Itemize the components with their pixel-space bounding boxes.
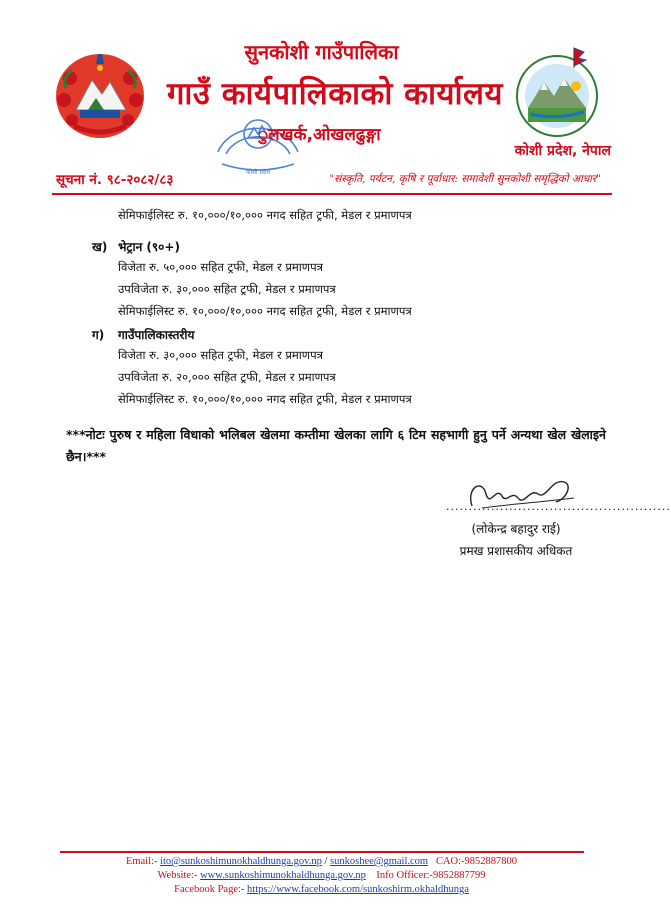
email-label: Email:- xyxy=(125,856,158,867)
email-link-secondary[interactable]: sunkoshee@gmail.com xyxy=(330,856,429,867)
prize-line: सेमिफाईलिस्ट रु. १०,०००/१०,००० नगद सहित ट्रफी, मेडल र प्रमाणपत्र xyxy=(118,208,412,222)
cao-phone: CAO:-9852887800 xyxy=(435,856,518,867)
prize-line: उपविजेता रु. २०,००० सहित ट्रफी, मेडल र प्रमाणपत्र xyxy=(118,370,336,384)
footer-website-row xyxy=(0,869,643,883)
office-name: गाउँ कार्यपालिकाको कार्यालय xyxy=(166,76,504,112)
prize-line: विजेता रु. ५०,००० सहित ट्रफी, मेडल र प्रमाणपत्र xyxy=(118,260,323,274)
prize-line: उपविजेता रु. ३०,००० सहित ट्रफी, मेडल र प्रमाणपत्र xyxy=(118,282,336,296)
footer-divider xyxy=(60,851,584,853)
signatory-title: प्रमख प्रशासकीय अधिकत xyxy=(459,544,573,558)
prize-line: सेमिफाईलिस्ट रु. १०,०००/१०,००० नगद सहित ट्रफी, मेडल र प्रमाणपत्र xyxy=(118,304,412,318)
category-title: भेट्रान (९०+) xyxy=(118,240,180,254)
info-officer-phone: Info Officer:-9852887799 xyxy=(376,870,486,881)
prize-line: विजेता रु. ३०,००० सहित ट्रफी, मेडल र प्रमाणपत्र xyxy=(118,348,323,362)
email-separator: / xyxy=(324,856,328,867)
svg-text:कोशी प्रदेश: कोशी प्रदेश xyxy=(245,169,271,176)
category-mark: ख) xyxy=(92,240,108,254)
footer-email-row xyxy=(0,855,643,869)
letterhead xyxy=(0,0,643,200)
footer-facebook-row xyxy=(0,883,643,897)
email-link-primary[interactable]: ito@sunkoshimunokhaldhunga.gov.np xyxy=(160,856,322,867)
category-heading xyxy=(92,238,180,255)
municipality-logo-icon xyxy=(514,46,600,138)
municipality-name: सुनकोशी गाउँपालिका xyxy=(244,40,399,64)
website-link[interactable]: www.sunkoshimunokhaldhunga.gov.np xyxy=(200,870,366,881)
category-title: गाउँपालिकास्तरीय xyxy=(118,328,195,342)
note-paragraph: ***नोटः पुरुष र महिला विधाको भलिबल खेलमा कम्तीमा खेलका लागि ६ टिम सहभागी हुनु पर्ने अन्यथा खेल खेलाइने छैन।*** xyxy=(66,427,606,464)
prize-line: सेमिफाईलिस्ट रु. १०,०००/१०,००० नगद सहित ट्रफी, मेडल र प्रमाणपत्र xyxy=(118,392,412,406)
signature-line: .................................................. xyxy=(446,500,671,513)
province-label: कोशी प्रदेश, नेपाल xyxy=(514,143,611,159)
website-label: Website:- xyxy=(157,870,198,881)
footer-contact xyxy=(0,855,643,897)
header-divider xyxy=(52,193,612,195)
slogan: "संस्कृति, पर्यटन, कृषि र पूर्वाधार: समावेशी सुनकोशी समृद्धिको आधार" xyxy=(329,173,601,185)
facebook-label: Facebook Page:- xyxy=(174,884,245,895)
office-address: ुलखर्क,ओखलढुङ्गा xyxy=(258,125,381,145)
category-heading xyxy=(92,326,194,343)
signatory-name: (लोकेन्द्र बहादुर राई) xyxy=(471,522,561,536)
notice-number: सूचना नं. ९८-२०८२/८३ xyxy=(56,172,174,188)
facebook-link[interactable]: https://www.facebook.com/sunkoshirm.okhaldhunga xyxy=(247,884,469,895)
category-mark: ग) xyxy=(92,328,105,342)
